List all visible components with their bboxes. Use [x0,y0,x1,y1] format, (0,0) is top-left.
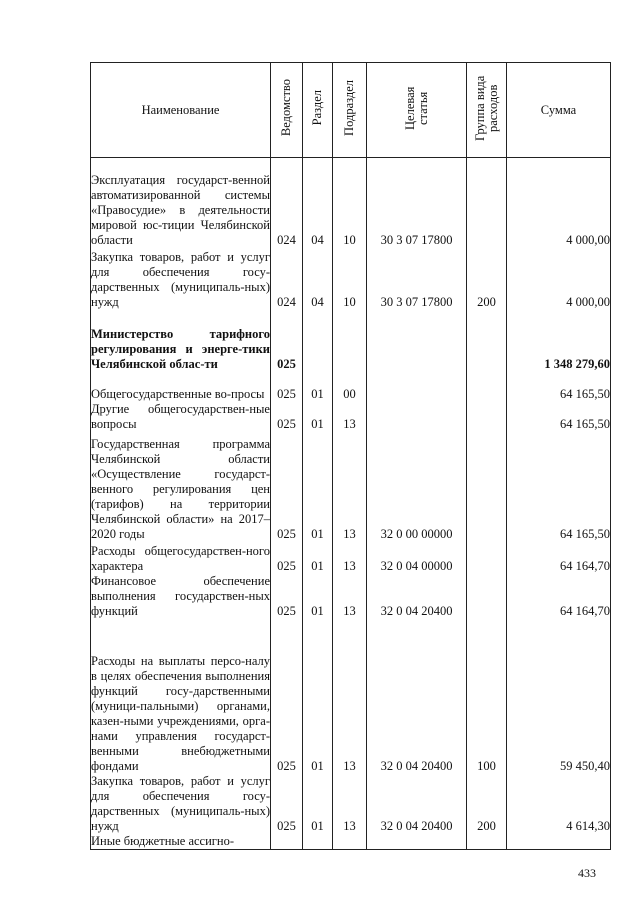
header-vedomstvo: Ведомство [271,63,303,158]
cell-name: Министерство тарифного регулирования и энерге-тики Челябинской облас-ти [91,310,271,372]
cell-grp [467,402,507,432]
table-row [91,834,611,850]
cell-tsel [367,834,467,850]
cell-name: Иные бюджетные ассигно- [91,834,271,850]
cell-sum: 64 165,50 [507,402,611,432]
cell-razd: 01 [303,432,333,542]
table-row [91,574,611,619]
table-row [91,402,611,432]
cell-sum: 64 164,70 [507,574,611,619]
cell-ved: 024 [271,158,303,248]
cell-sum [507,834,611,850]
page-number: 433 [578,866,596,880]
cell-name: Государственная программа Челябинской области «Осуществление государст-венного регулирования цен (тарифов) на территории Челябинской области» на 2017–2020 годы [91,432,271,542]
cell-name: Расходы общегосударствен-ного характера [91,543,270,573]
cell-tsel: 32 0 00 00000 [367,432,467,542]
cell-ved: 025 [271,574,303,619]
cell-podr [333,310,367,372]
cell-name: Финансовое обеспечение выполнения государствен-ных функций [91,573,270,618]
table-row [91,372,611,402]
header-razdel: Раздел [303,63,333,158]
cell-tsel: 32 0 04 00000 [367,542,467,574]
cell-razd: 01 [303,542,333,574]
table-row [91,542,611,574]
cell-tsel [367,310,467,372]
cell-razd [303,834,333,850]
cell-sum: 64 165,50 [507,432,611,542]
header-tselevaya-statya: Целевая статья [367,63,467,158]
cell-tsel [367,372,467,402]
cell-sum: 59 450,40 [507,619,611,774]
cell-podr [333,834,367,850]
header-name: Наименование [91,63,271,158]
cell-ved: 025 [271,310,303,372]
cell-podr: 13 [333,774,367,834]
cell-ved: 025 [271,542,303,574]
cell-razd: 01 [303,619,333,774]
cell-razd: 01 [303,574,333,619]
cell-podr: 13 [333,542,367,574]
cell-podr: 00 [333,372,367,402]
cell-tsel: 32 0 04 20400 [367,619,467,774]
cell-name: Другие общегосударствен-ные вопросы [91,401,270,431]
table-header-row [91,63,611,158]
cell-grp: 100 [467,619,507,774]
cell-tsel: 32 0 04 20400 [367,774,467,834]
cell-podr: 13 [333,432,367,542]
cell-podr: 13 [333,574,367,619]
cell-name: Эксплуатация государст-венной автоматизированной системы «Правосудие» в деятельности мировой юс-тиции Челябинской области [91,158,271,248]
cell-ved: 025 [271,619,303,774]
header-gruppa: Группа вида расходов [467,63,507,158]
cell-grp [467,432,507,542]
table-row [91,248,611,310]
cell-sum: 64 165,50 [507,372,611,402]
cell-razd: 04 [303,158,333,248]
header-summa: Сумма [507,63,611,158]
cell-sum: 1 348 279,60 [507,310,611,372]
cell-name: Закупка товаров, работ и услуг для обеспечения госу-дарственных (муниципаль-ных) нужд [91,773,270,833]
cell-sum: 64 164,70 [507,542,611,574]
cell-podr: 10 [333,158,367,248]
cell-grp [467,834,507,850]
cell-ved [271,834,303,850]
cell-razd: 01 [303,402,333,432]
cell-sum: 4 000,00 [507,158,611,248]
cell-razd: 01 [303,774,333,834]
cell-ved: 025 [271,432,303,542]
cell-name: Общегосударственные во-просы [91,372,271,402]
cell-grp: 200 [467,774,507,834]
cell-podr: 13 [333,619,367,774]
cell-tsel: 32 0 04 20400 [367,574,467,619]
cell-sum: 4 000,00 [507,248,611,310]
cell-podr: 13 [333,402,367,432]
header-podrazdel: Подраздел [333,63,367,158]
cell-grp [467,158,507,248]
cell-grp [467,372,507,402]
cell-name: Закупка товаров, работ и услуг для обеспечения госу-дарственных (муниципаль-ных) нужд [91,249,270,309]
cell-razd: 04 [303,248,333,310]
cell-grp [467,574,507,619]
table-row [91,619,611,774]
cell-ved: 024 [271,248,303,310]
cell-name: Расходы на выплаты персо-налу в целях обеспечения выполнения функций госу-дарственными (муници-пальными) органами, казен-ными учреждениями, орга-нами управления государст-венными внебюджетными фондами [91,619,271,774]
budget-table [90,62,611,850]
cell-ved: 025 [271,372,303,402]
cell-grp [467,542,507,574]
cell-grp: 200 [467,248,507,310]
cell-ved: 025 [271,774,303,834]
cell-tsel [367,402,467,432]
table-row [91,774,611,834]
table-row [91,432,611,542]
cell-ved: 025 [271,402,303,432]
cell-tsel: 30 3 07 17800 [367,248,467,310]
cell-grp [467,310,507,372]
cell-sum: 4 614,30 [507,774,611,834]
cell-tsel: 30 3 07 17800 [367,158,467,248]
cell-podr: 10 [333,248,367,310]
cell-razd: 01 [303,372,333,402]
table-row [91,158,611,248]
cell-razd [303,310,333,372]
table-row [91,310,611,372]
